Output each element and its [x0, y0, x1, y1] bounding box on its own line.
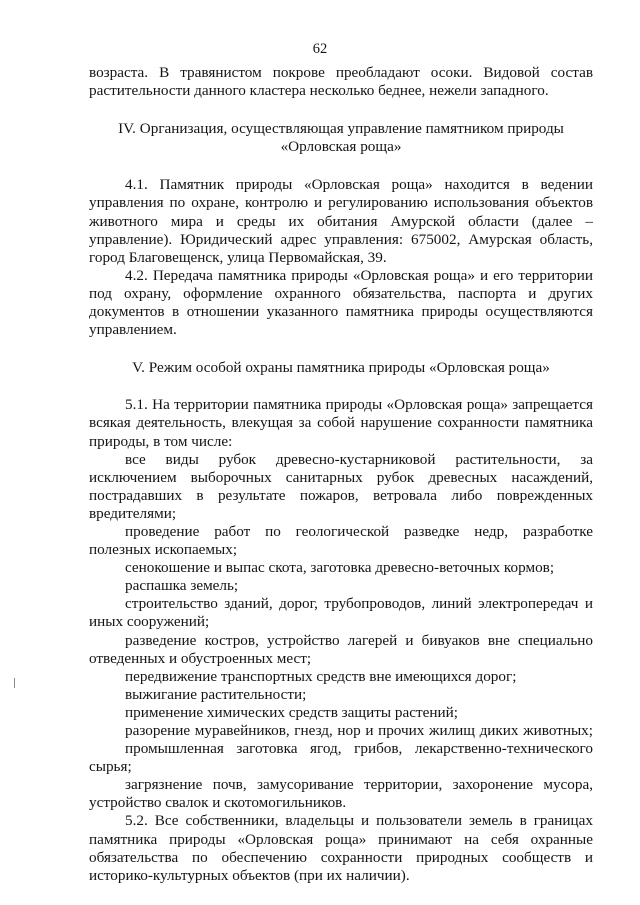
list-item-nests: разорение муравейников, гнезд, нор и прочих жилищ диких животных;	[125, 722, 593, 739]
list-item-pollution: устройство свалок и скотомогильников.	[89, 794, 347, 812]
list-item-harvesting: сырья;	[89, 758, 132, 776]
spacer	[89, 339, 593, 359]
section-heading-4: «Орловская роща»	[280, 138, 402, 156]
paragraph-5-2-line: 5.2. Все собственники, владельцы и пользователи земель в границах	[125, 812, 593, 830]
section-heading-5: V. Режим особой охраны памятника природы «Орловская роща»	[132, 359, 550, 377]
paragraph-intro-line: растительности данного кластера несколько беднее, нежели западного.	[89, 82, 549, 100]
list-item-construction: строительство зданий, дорог, трубопроводов, линий электропередач и	[125, 595, 593, 613]
list-item-harvesting: промышленная заготовка ягод, грибов, лекарственно-технического	[125, 740, 593, 758]
paragraph-4-1-line: животного мира и среды их обитания Амурской области (далее –	[89, 212, 593, 230]
section-heading-4: IV. Организация, осуществляющая управление памятником природы	[118, 120, 564, 138]
paragraph-4-2-line: под охрану, оформление охранного обязательства, паспорта и других	[89, 284, 593, 302]
list-item-campfires: разведение костров, устройство лагерей и бивуаков вне специально	[125, 631, 593, 649]
list-item-vehicles: передвижение транспортных средств вне имеющихся дорог;	[125, 667, 517, 685]
paragraph-5-2-line: обязательства по обеспечению сохранности природных сообществ и	[89, 848, 593, 866]
list-item-burning: выжигание растительности;	[125, 685, 307, 703]
paragraph-5-1-line: 5.1. На территории памятника природы «Орловская роща» запрещается	[125, 396, 593, 414]
paragraph-4-2-line: 4.2. Передача памятника природы «Орловская роща» и его территории	[125, 266, 593, 284]
list-item-construction: иных сооружений;	[89, 613, 210, 631]
spacer	[89, 156, 593, 176]
paragraph-intro-line: возраста. В травянистом покрове преобладают осоки. Видовой состав	[89, 64, 593, 81]
spacer	[89, 377, 593, 396]
list-item-logging: исключением выборочных санитарных рубок древесных насаждений,	[89, 468, 593, 486]
list-item-chemicals: применение химических средств защиты растений;	[125, 703, 458, 721]
paragraph-4-1-line: 4.1. Памятник природы «Орловская роща» находится в ведении	[125, 176, 593, 194]
document-body	[89, 64, 593, 885]
list-item-logging: все виды рубок древесно-кустарниковой растительности, за	[125, 450, 593, 468]
paragraph-4-1-line: управление). Юридический адрес управления: 675002, Амурская область,	[89, 230, 593, 248]
list-item-plowing: распашка земель;	[125, 577, 239, 595]
list-item-pollution: загрязнение почв, замусоривание территории, захоронение мусора,	[125, 776, 593, 794]
page-number: 62	[312, 41, 328, 57]
list-item-logging: вредителями;	[89, 504, 177, 522]
list-item-haymaking: сенокошение и выпас скота, заготовка древесно-веточных кормов;	[125, 559, 555, 577]
paragraph-5-2-line: памятника природы «Орловская роща» принимают на себя охранные	[89, 830, 593, 848]
list-item-logging: пострадавших в результате пожаров, ветровала либо поврежденных	[89, 486, 593, 504]
paragraph-5-1-line: природы, в том числе:	[89, 432, 233, 450]
margin-mark	[14, 678, 15, 688]
paragraph-4-1-line: город Благовещенск, улица Первомайская, 39.	[89, 248, 387, 266]
paragraph-5-1-line: всякая деятельность, влекущая за собой нарушение сохранности памятника	[89, 414, 593, 432]
paragraph-4-2-line: управлением.	[89, 321, 177, 339]
paragraph-4-1-line: управления по охране, контролю и регулированию использования объектов	[89, 194, 593, 212]
paragraph-5-2-line: историко-культурных объектов (при их наличии).	[89, 866, 410, 884]
paragraph-4-2-line: документов в отношении указанного памятника природы осуществляются	[89, 303, 593, 321]
list-item-geology: проведение работ по геологической разведке недр, разработке	[125, 522, 593, 540]
list-item-campfires: отведенных и обустроенных мест;	[89, 649, 312, 667]
list-item-geology: полезных ископаемых;	[89, 541, 238, 559]
spacer	[89, 100, 593, 120]
